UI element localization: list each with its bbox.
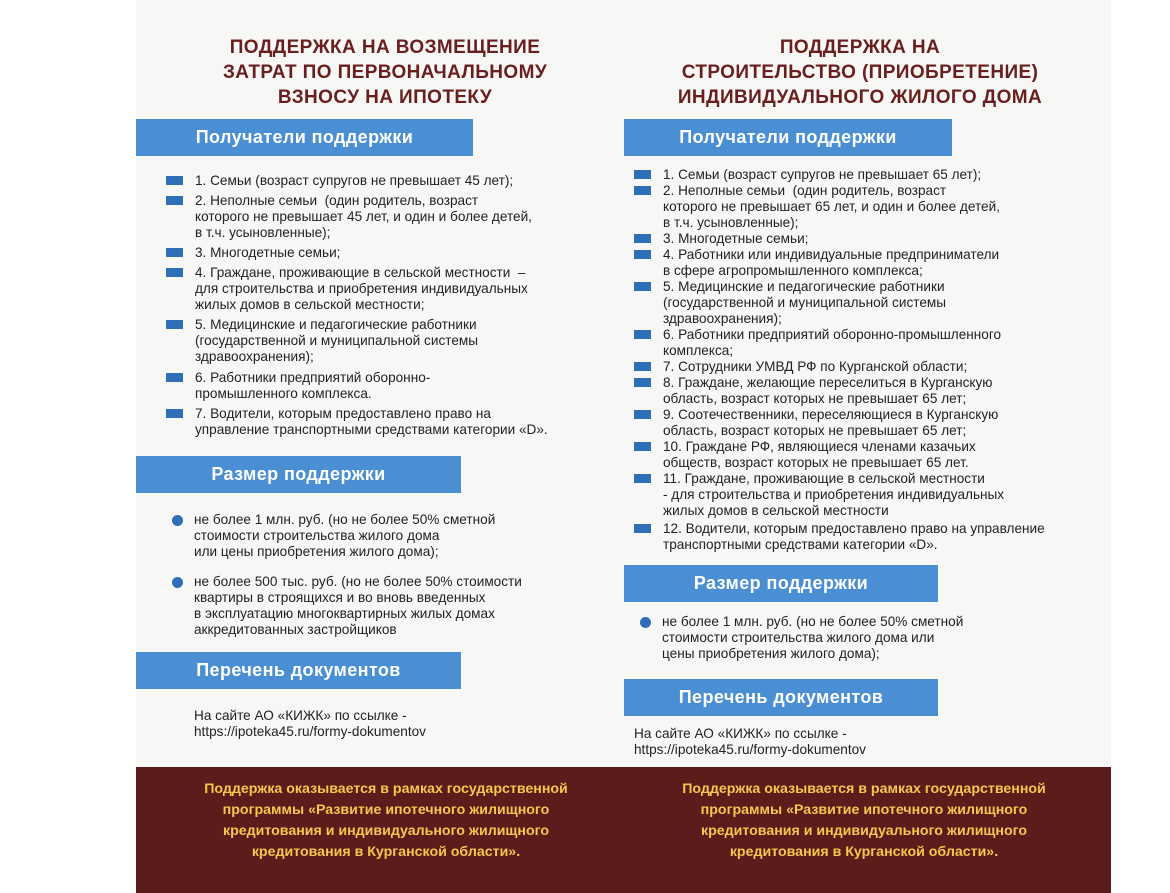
square-bullet-icon [634, 442, 651, 451]
left-documents-heading: Перечень документов [136, 652, 461, 689]
square-bullet-icon [634, 362, 651, 371]
left-title [180, 35, 590, 110]
right-amount-heading: Размер поддержки [624, 565, 938, 602]
left-footer-text: Поддержка оказывается в рамках государственной программы «Развитие ипотечного жилищного кредитования и индивидуального жилищного кредитования в Курганской области». [204, 781, 568, 860]
square-bullet-icon [634, 474, 651, 483]
square-bullet-icon [166, 320, 183, 329]
right-documents-text: На сайте АО «КИЖК» по ссылке - https://ipoteka45.ru/formy-dokumentov [634, 726, 866, 757]
program-footer [136, 767, 1111, 893]
left-documents-text: На сайте АО «КИЖК» по ссылке - https://ipoteka45.ru/formy-dokumentov [194, 708, 426, 739]
left-recipients-heading: Получатели поддержки [136, 119, 473, 156]
square-bullet-icon [634, 330, 651, 339]
left-title-line: ВЗНОСУ НА ИПОТЕКУ [277, 87, 493, 108]
square-bullet-icon [634, 186, 651, 195]
square-bullet-icon [634, 410, 651, 419]
square-bullet-icon [166, 196, 183, 205]
round-bullet-icon [172, 515, 183, 526]
square-bullet-icon [634, 170, 651, 179]
right-recipients-heading: Получатели поддержки [624, 119, 952, 156]
square-bullet-icon [166, 373, 183, 382]
square-bullet-icon [634, 378, 651, 387]
square-bullet-icon [166, 409, 183, 418]
square-bullet-icon [166, 248, 183, 257]
right-title-line: ПОДДЕРЖКА НА [779, 37, 941, 58]
left-title-line: ПОДДЕРЖКА НА ВОЗМЕЩЕНИЕ [229, 37, 541, 58]
square-bullet-icon [166, 268, 183, 277]
square-bullet-icon [634, 524, 651, 533]
right-title-line: ИНДИВИДУАЛЬНОГО ЖИЛОГО ДОМА [677, 87, 1043, 108]
round-bullet-icon [172, 577, 183, 588]
right-footer-text: Поддержка оказывается в рамках государственной программы «Развитие ипотечного жилищного кредитования и индивидуального жилищного кредитования в Курганской области». [682, 781, 1046, 860]
round-bullet-icon [640, 617, 651, 628]
square-bullet-icon [166, 176, 183, 185]
right-title-line: СТРОИТЕЛЬСТВО (ПРИОБРЕТЕНИЕ) [681, 62, 1039, 83]
left-title-line: ЗАТРАТ ПО ПЕРВОНАЧАЛЬНОМУ [222, 62, 548, 83]
square-bullet-icon [634, 234, 651, 243]
left-amount-heading: Размер поддержки [136, 456, 461, 493]
square-bullet-icon [634, 282, 651, 291]
right-documents-heading: Перечень документов [624, 679, 938, 716]
right-title [640, 35, 1080, 110]
square-bullet-icon [634, 250, 651, 259]
